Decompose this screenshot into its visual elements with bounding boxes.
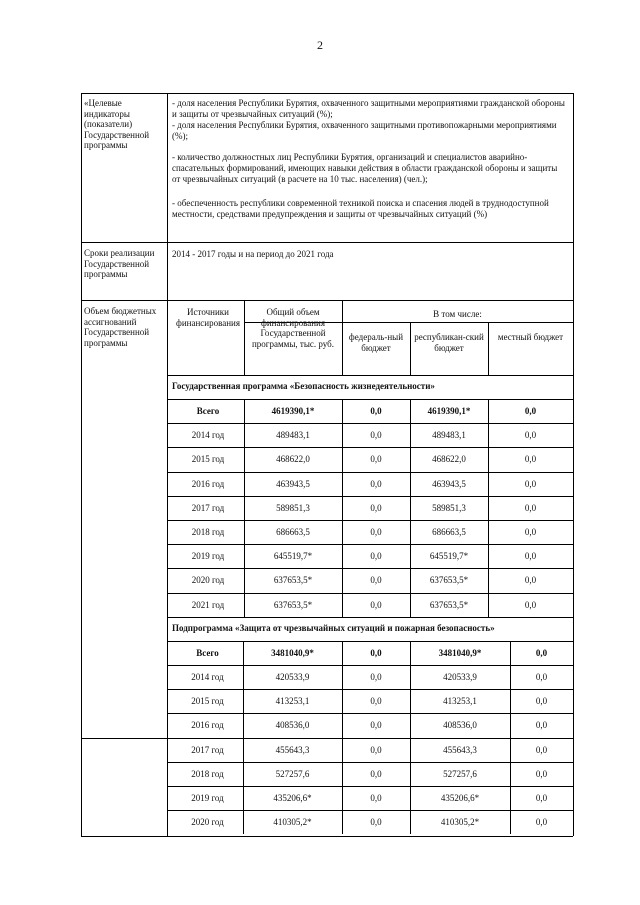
table-rule (244, 423, 245, 447)
header-republican: республикан-ский бюджет (414, 332, 484, 353)
cell-source: 2014 год (191, 430, 225, 441)
table-rule (243, 713, 244, 737)
table-rule (342, 810, 343, 834)
table-rule (410, 641, 411, 665)
cell-republican: 637653,5* (429, 575, 469, 586)
table-rule (244, 568, 245, 592)
cell-republican: 413253,1 (443, 696, 477, 707)
table-rule (167, 544, 573, 545)
table-rule (342, 713, 343, 737)
table-rule (243, 810, 244, 834)
cell-source: Всего (196, 647, 219, 658)
cell-republican: 645519,7* (429, 551, 469, 562)
table-rule (488, 568, 489, 592)
table-rule (410, 665, 411, 689)
cell-total: 3481040,9* (271, 647, 314, 658)
cell-total: 420533,9 (275, 672, 310, 682)
table-rule (81, 93, 82, 738)
header-source: Источники финансирования (176, 307, 240, 328)
table-rule (167, 762, 573, 763)
table-rule (167, 713, 573, 714)
table-rule (410, 786, 411, 810)
table-rule (167, 447, 573, 448)
table-rule (488, 399, 489, 423)
cell-local: 0,0 (524, 454, 537, 465)
cell-local: 0,0 (524, 599, 537, 610)
table-rule (81, 242, 573, 243)
table-rule (167, 641, 573, 642)
table-rule (81, 738, 573, 739)
cell-total: 645519,7* (273, 551, 313, 562)
table-rule (342, 738, 343, 762)
cell-federal: 0,0 (370, 793, 382, 803)
table-rule (410, 496, 411, 520)
cell-republican: 4619390,1* (427, 406, 471, 416)
cell-republican: 435206,6* (440, 793, 480, 803)
table-rule (410, 399, 411, 423)
table-rule (410, 762, 411, 786)
table-rule (342, 786, 343, 810)
cell-source: 2017 год (191, 744, 224, 755)
cell-local: 0,0 (535, 817, 548, 828)
table-rule (488, 322, 489, 375)
cell-federal: 0,0 (370, 672, 382, 682)
cell-republican: 410305,2* (440, 817, 480, 828)
cell-federal: 0,0 (370, 527, 382, 537)
cell-republican: 527257,6 (443, 768, 477, 779)
cell-source: Всего (196, 406, 220, 416)
table-rule (410, 738, 411, 762)
cell-republican: 489483,1 (432, 430, 466, 441)
table-rule (167, 568, 573, 569)
cell-federal: 0,0 (370, 744, 382, 755)
indicators-label: «Целевые индикаторы (показатели) Государственной программы (84, 98, 150, 150)
table-rule (244, 399, 245, 423)
table-rule (167, 689, 573, 690)
cell-republican: 468622,0 (432, 454, 466, 465)
table-rule (243, 689, 244, 713)
table-rule (81, 300, 573, 301)
cell-source: 2015 год (191, 454, 225, 465)
cell-local: 0,0 (535, 744, 548, 755)
budget-label: Объем бюджетных ассигнований Государственной программы (84, 306, 157, 348)
table-rule (243, 665, 244, 689)
cell-federal: 0,0 (370, 696, 382, 707)
cell-source: 2020 год (191, 817, 224, 828)
cell-republican: 686663,5 (432, 527, 466, 537)
table-rule (167, 93, 168, 836)
cell-total: 489483,1 (276, 430, 310, 441)
table-rule (167, 617, 573, 618)
cell-total: 468622,0 (276, 454, 310, 465)
table-rule (243, 641, 244, 665)
cell-total: 637653,5* (273, 599, 313, 610)
cell-total: 408536,0 (275, 720, 310, 731)
cell-republican: 463943,5 (432, 478, 466, 489)
cell-federal: 0,0 (370, 406, 382, 416)
indicator-item: - доля населения Республики Бурятия, охваченного защитными мероприятиями гражданской обороны и защиты от чрезвычайных ситуаций (%); (172, 98, 565, 120)
cell-local: 0,0 (535, 672, 548, 682)
table-rule (410, 713, 411, 737)
table-rule (488, 544, 489, 568)
table-rule (410, 520, 411, 544)
cell-total: 589851,3 (276, 502, 310, 513)
table-rule (488, 447, 489, 471)
table-rule (244, 472, 245, 496)
period-label: Сроки реализации Государственной программы (84, 248, 155, 279)
table-rule (510, 738, 511, 762)
table-rule (410, 689, 411, 713)
table-rule (342, 520, 343, 544)
period-value: 2014 - 2017 годы и на период до 2021 года (172, 249, 334, 259)
cell-local: 0,0 (524, 406, 537, 416)
table-rule (167, 786, 573, 787)
table-rule (167, 472, 573, 473)
table-rule (244, 300, 245, 375)
indicator-item: - количество должностных лиц Республики Бурятия, организаций и специалистов аварийно-спасательных формирований, имеющих навыки действия в области гражданской обороны и защиты от чрезвычайных ситуаций (в расчете на 10 тыс. населения) (чел.); (172, 152, 558, 185)
table-rule (410, 568, 411, 592)
cell-local: 0,0 (535, 696, 548, 707)
table-rule (342, 399, 343, 423)
cell-total: 637653,5* (273, 575, 313, 586)
cell-local: 0,0 (524, 430, 537, 441)
table-rule (167, 593, 573, 594)
table-rule (488, 496, 489, 520)
table-rule (410, 447, 411, 471)
cell-source: 2015 год (191, 696, 224, 707)
table-rule (81, 836, 573, 837)
cell-republican: 455643,3 (443, 744, 477, 755)
table-rule (510, 689, 511, 713)
table-rule (167, 810, 573, 811)
table-rule (410, 472, 411, 496)
cell-total: 413253,1 (275, 696, 310, 707)
cell-source: 2016 год (191, 478, 225, 489)
table-rule (243, 762, 244, 786)
table-rule (410, 423, 411, 447)
table-rule (167, 423, 573, 424)
cell-local: 0,0 (524, 551, 537, 562)
cell-federal: 0,0 (370, 647, 382, 658)
cell-total: 686663,5 (276, 527, 310, 537)
header-including: В том числе: (433, 309, 482, 319)
cell-republican: 420533,9 (443, 672, 477, 682)
table-rule (342, 447, 343, 471)
table-rule (510, 810, 511, 834)
cell-total: 4619390,1* (271, 406, 315, 416)
cell-local: 0,0 (535, 647, 548, 658)
cell-local: 0,0 (535, 793, 548, 803)
table-rule (410, 593, 411, 617)
cell-total: 527257,6 (275, 768, 310, 779)
table-rule (342, 544, 343, 568)
cell-republican: 408536,0 (443, 720, 477, 731)
table-rule (167, 520, 573, 521)
cell-source: 2021 год (191, 599, 225, 610)
cell-local: 0,0 (524, 502, 537, 513)
cell-federal: 0,0 (370, 817, 382, 828)
cell-republican: 3481040,9* (438, 647, 482, 658)
table-rule (488, 472, 489, 496)
table-rule (342, 472, 343, 496)
cell-local: 0,0 (535, 720, 548, 731)
cell-local: 0,0 (524, 575, 537, 586)
indicator-item: - доля населения Республики Бурятия, охваченного защитными противопожарными мероприятиями (%); (172, 120, 557, 142)
table-rule (342, 423, 343, 447)
table-rule (244, 520, 245, 544)
table-rule (342, 568, 343, 592)
header-total: Общий объем финансирования Государственной программы, тыс. руб. (251, 307, 334, 349)
table-rule (488, 593, 489, 617)
table-rule (244, 544, 245, 568)
cell-total: 435206,6* (273, 793, 312, 803)
table-rule (244, 593, 245, 617)
table-rule (342, 300, 343, 375)
cell-federal: 0,0 (370, 502, 382, 513)
header-local: местный бюджет (497, 332, 564, 342)
cell-federal: 0,0 (370, 720, 382, 731)
table-rule (510, 762, 511, 786)
table-rule (510, 713, 511, 737)
table-rule (410, 322, 411, 375)
table-rule (410, 544, 411, 568)
table-rule (510, 665, 511, 689)
table-rule (488, 423, 489, 447)
cell-source: 2019 год (191, 551, 225, 562)
table-rule (510, 786, 511, 810)
table-rule (243, 786, 244, 810)
cell-local: 0,0 (535, 768, 548, 779)
table-rule (342, 496, 343, 520)
table-rule (342, 689, 343, 713)
table-rule (342, 641, 343, 665)
cell-federal: 0,0 (370, 430, 382, 441)
cell-republican: 637653,5* (429, 599, 469, 610)
cell-local: 0,0 (524, 478, 537, 489)
table-rule (167, 496, 573, 497)
cell-source: 2019 год (191, 793, 224, 803)
cell-source: 2014 год (191, 672, 224, 682)
table-rule (81, 93, 573, 94)
section-title: Подпрограмма «Защита от чрезвычайных ситуаций и пожарная безопасность» (172, 622, 495, 633)
table-rule (167, 375, 573, 376)
table-rule (243, 738, 244, 762)
cell-source: 2020 год (191, 575, 225, 586)
cell-federal: 0,0 (370, 551, 382, 562)
table-rule (510, 641, 511, 665)
table-rule (167, 399, 573, 400)
table-rule (244, 447, 245, 471)
indicator-item: - обеспеченность республики современной техникой поиска и спасения людей в труднодоступной местности, средствами предупреждения и защиты от чрезвычайных ситуаций (%) (172, 198, 549, 220)
table-rule (342, 762, 343, 786)
cell-republican: 589851,3 (432, 502, 466, 513)
table-rule (167, 665, 573, 666)
cell-total: 410305,2* (273, 817, 312, 828)
cell-local: 0,0 (524, 527, 537, 537)
page-number: 2 (317, 38, 323, 52)
cell-source: 2018 год (191, 527, 225, 537)
section-title: Государственная программа «Безопасность жизнедеятельности» (172, 381, 435, 391)
cell-federal: 0,0 (370, 599, 382, 610)
table-rule (488, 520, 489, 544)
table-rule (81, 738, 82, 836)
cell-federal: 0,0 (370, 454, 382, 465)
cell-federal: 0,0 (370, 478, 382, 489)
header-federal: федераль-ный бюджет (348, 332, 404, 353)
table-rule (244, 496, 245, 520)
cell-source: 2016 год (191, 720, 224, 731)
table-rule (342, 665, 343, 689)
table-rule (410, 810, 411, 834)
cell-federal: 0,0 (370, 768, 382, 779)
cell-source: 2018 год (191, 768, 224, 779)
table-rule (342, 593, 343, 617)
cell-total: 463943,5 (276, 478, 310, 489)
table-rule (573, 93, 574, 836)
cell-source: 2017 год (191, 502, 225, 513)
cell-total: 455643,3 (275, 744, 310, 755)
cell-federal: 0,0 (370, 575, 382, 586)
